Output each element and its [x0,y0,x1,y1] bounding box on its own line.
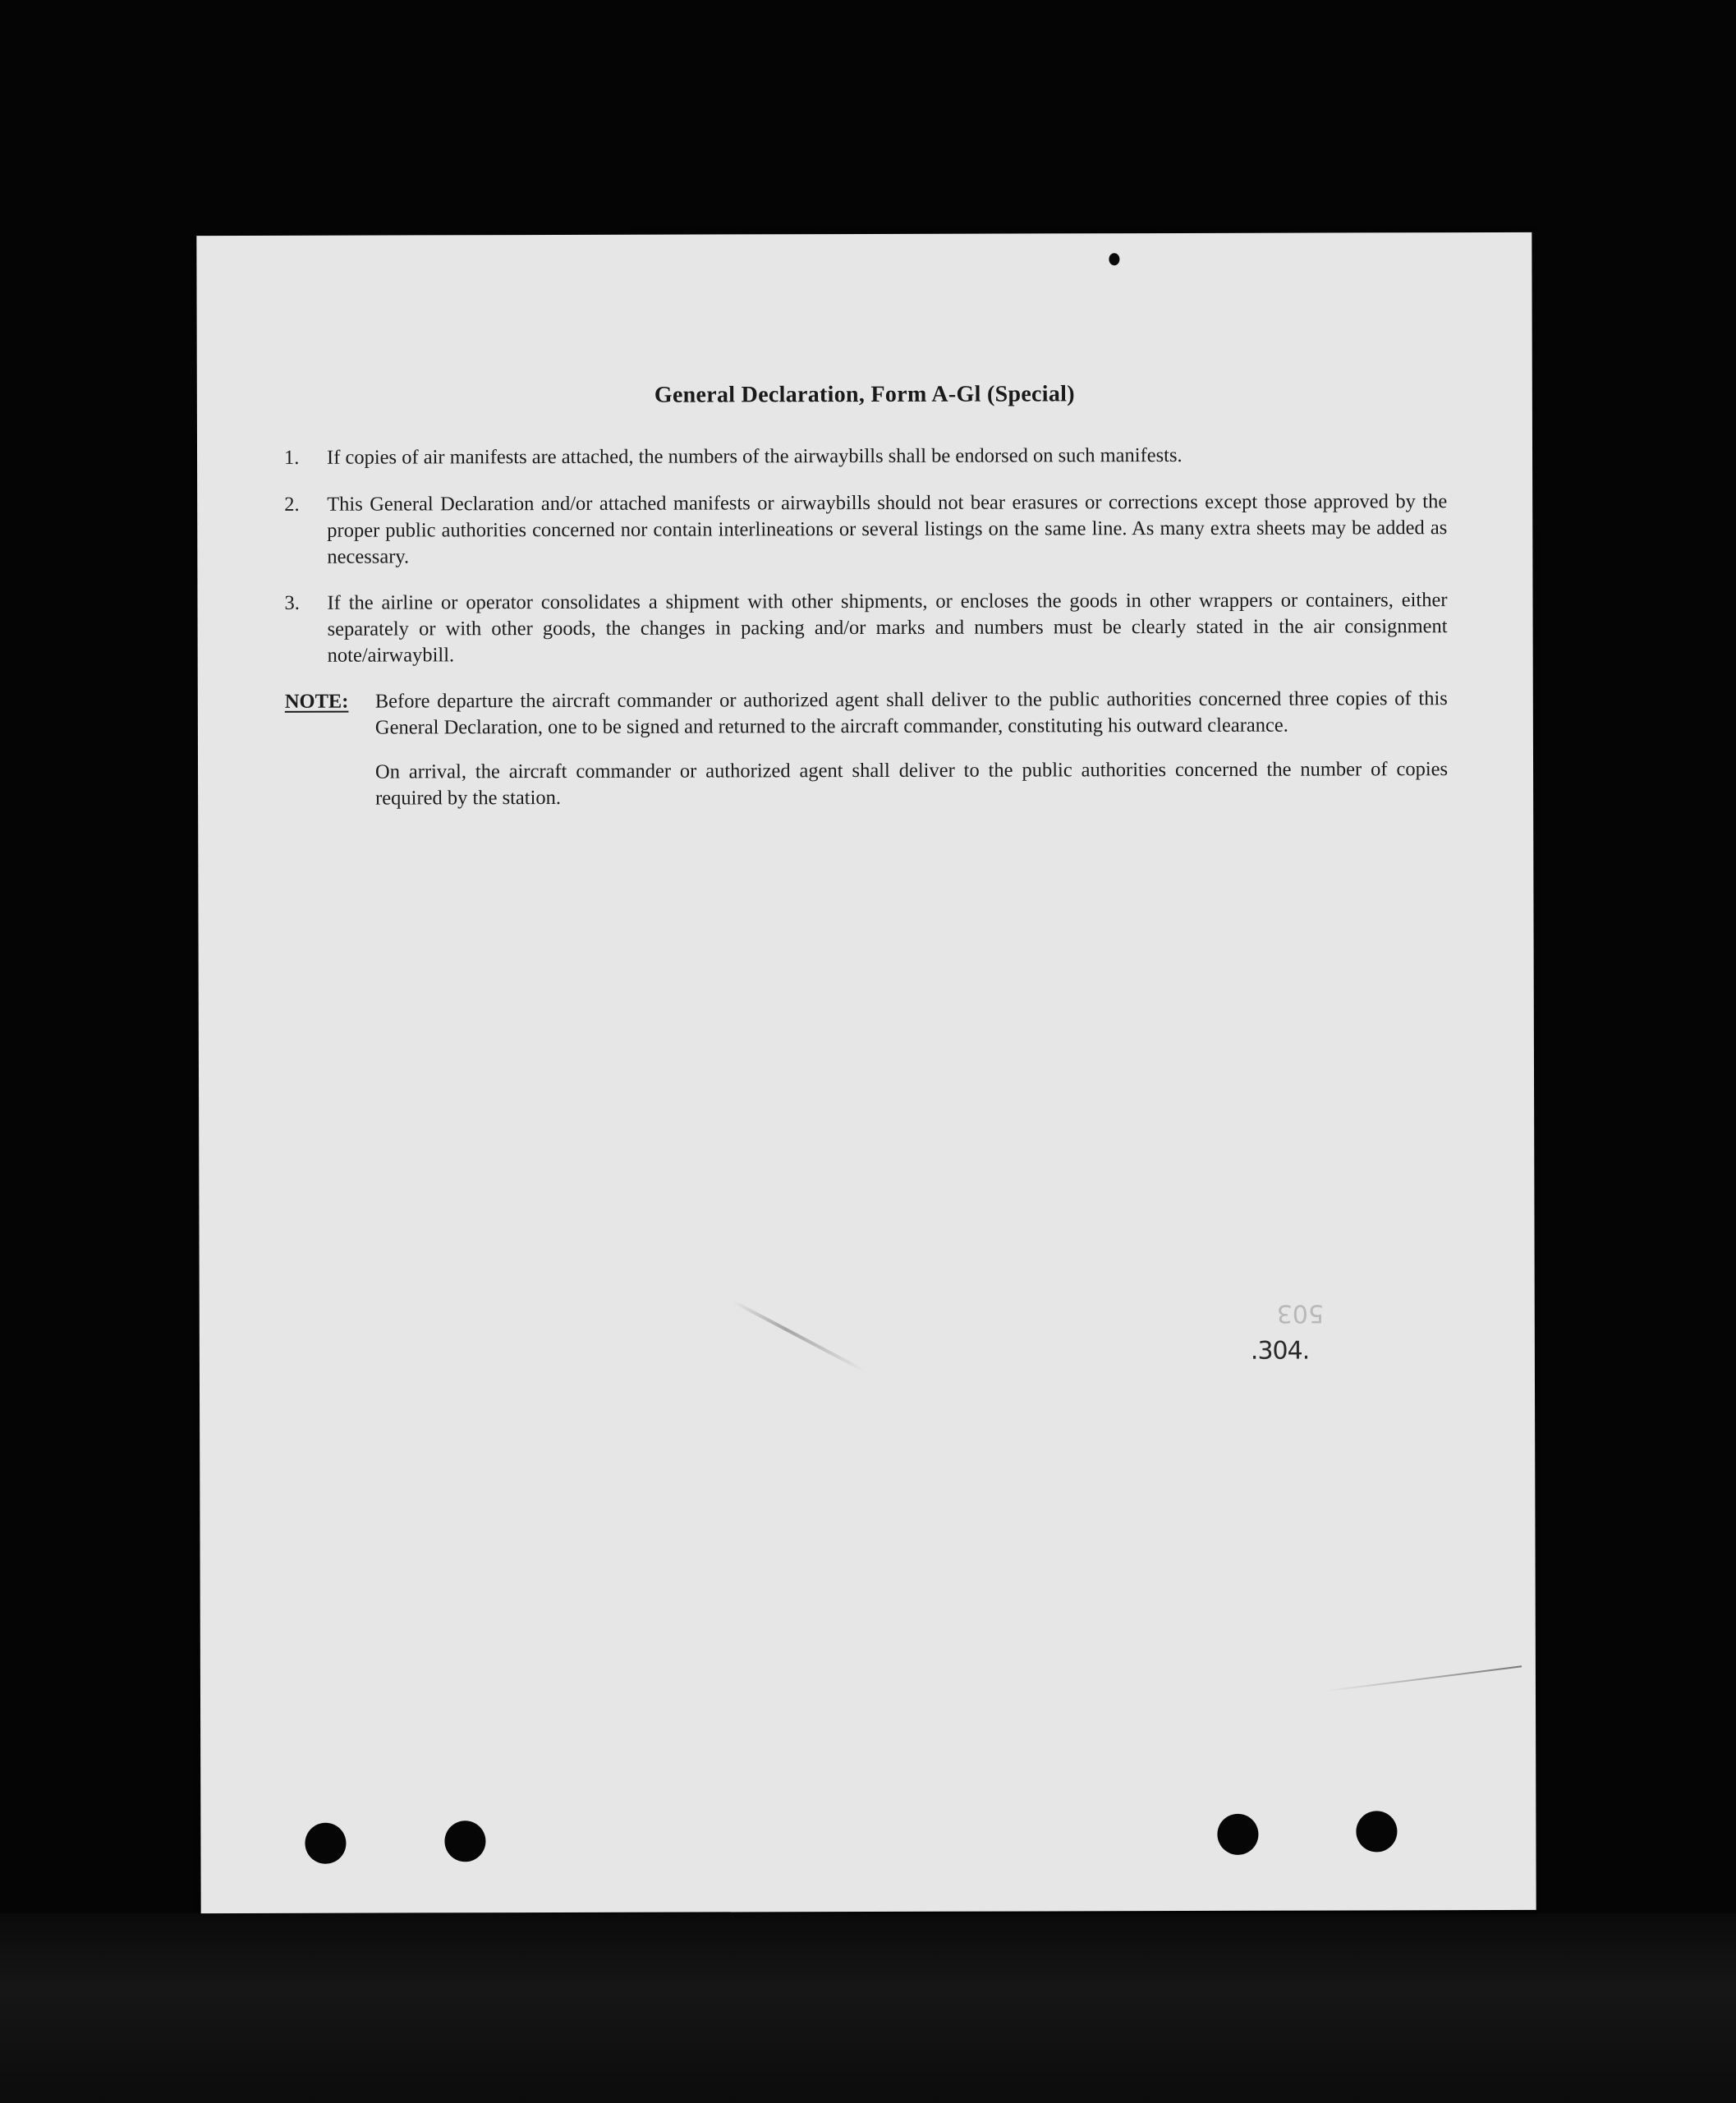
page-title: General Declaration, Form A-Gl (Special) [654,381,1075,408]
pencil-line [1326,1665,1522,1692]
page-stamp: .304. [1250,1336,1310,1366]
item-number: 1. [284,446,300,469]
punch-dot-top [1109,253,1119,265]
faint-stamp: 503 [1276,1298,1325,1328]
note-block [285,686,1448,812]
item-text: If the airline or operator consolidates a shipment with other shipments, or encloses the goods in other wrappers or containers, either separately or with other goods, the changes in packing and/or marks and numbers must be clearly stated in the air consignment note/airwaybill. [327,589,1448,667]
item-text: If copies of air manifests are attached, the numbers of the airwaybills shall be endorsed on such manifests. [327,443,1183,469]
list-item-3 [284,587,1447,669]
punch-hole-1 [305,1823,346,1864]
list-item-1 [284,442,1447,471]
pencil-smudge [733,1300,865,1372]
document-page [196,232,1536,1913]
list-item-2 [284,489,1447,571]
note-label: NOTE: [284,690,349,713]
punch-hole-4 [1356,1811,1397,1852]
note-paragraph-1: Before departure the aircraft commander or authorized agent shall deliver to the public authorities concerned three copies of this General Declaration, one to be signed and returned to the aircraft commander, constituting his outward clearance. [374,687,1448,739]
item-text: This General Declaration and/or attached manifests or airwaybills should not bear erasures or corrections except those approved by the proper public authorities concerned nor contain interlineations or several listings on the same line. As many extra sheets may be added as necessary. [327,490,1448,568]
scanner-backdrop [0,1913,1736,2103]
item-number: 2. [284,493,300,516]
punch-hole-3 [1217,1814,1258,1855]
item-number: 3. [284,591,300,614]
note-paragraph-2: On arrival, the aircraft commander or authorized agent shall deliver to the public authorities concerned the number of copies required by the station. [375,758,1449,810]
punch-hole-2 [444,1821,485,1862]
